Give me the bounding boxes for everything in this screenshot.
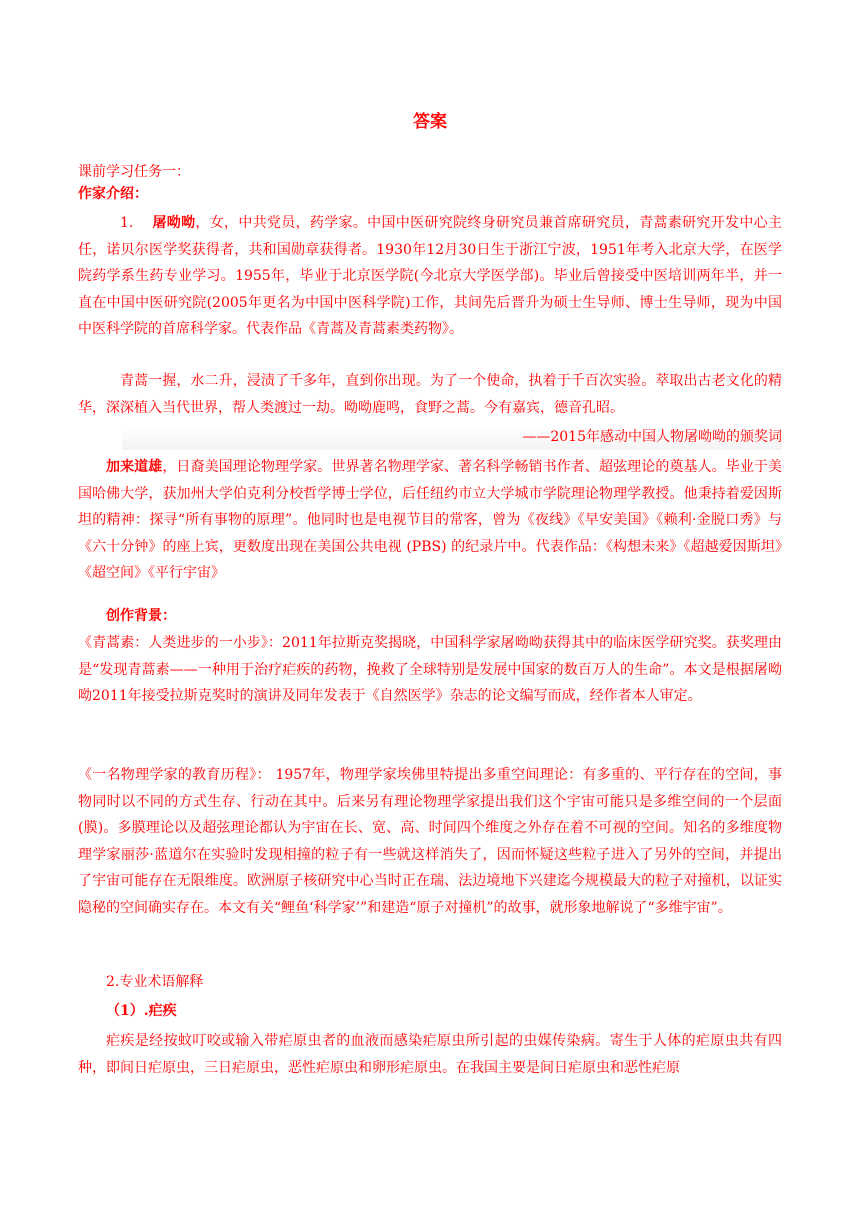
award-quote: 青蒿一握，水二升，浸渍了千多年，直到你出现。为了一个使命，执着于千百次实验。萃取出古老文化的精华，深深植入当代世界，帮人类渡过一劫。呦呦鹿鸣，食野之蒿。今有嘉宾，德音孔昭。: [78, 373, 782, 416]
kaku-paragraph: [78, 454, 782, 587]
page-title: 答案: [413, 112, 447, 132]
author-heading: 作家介绍：: [78, 186, 148, 202]
term-1-heading: （1）.疟疾: [106, 1003, 177, 1019]
award-source: ——2015年感动中国人物屠呦呦的颁奖词: [122, 424, 782, 450]
background-heading: 创作背景：: [106, 608, 176, 624]
kaku-name: 加来道雄: [106, 459, 163, 475]
tu-text: ，女，中共党员，药学家。中国中医研究院终身研究员兼首席研究员，青蒿素研究开发中心主任，诺贝尔医学奖获得者，共和国勋章获得者。1930年12月30日生于浙江宁波，1951年考入北京大学，在医学院药学系生药专业学习。1955年，毕业于北京医学院(今北京大学医学部)。毕业后曾接受中医培训两年半，并一直在中国中医研究院(2005年更名为中国中医科学院)工作，其间先后晋升为硕士生导师、博士生导师，现为中国中医科学院的首席科学家。代表作品《青蒿及青蒿素类药物》。: [78, 215, 783, 338]
tu-number: 1.: [120, 215, 134, 231]
tu-youyou-paragraph: [78, 210, 782, 343]
tu-name: 屠呦呦: [152, 215, 196, 231]
terms-heading: 2.专业术语解释: [106, 974, 204, 990]
background-paragraph-2: 《一名物理学家的教育历程》： 1957年，物理学家埃佛里特提出多重空间理论：有多重的、平行存在的空间，事物同时以不同的方式生存、行动在其中。后来另有理论物理学家提出我们这个宇宙可能只是多维空间的一个层面(膜)。多膜理论以及超弦理论都认为宇宙在长、宽、高、时间四个维度之外存在着不可视的空间。知名的多维度物理学家丽莎·蓝道尔在实验时发现相撞的粒子有一些就这样消失了，因而怀疑这些粒子进入了另外的空间，并提出了宇宙可能存在无限维度。欧洲原子核研究中心当时正在瑞、法边境地下兴建迄今规模最大的粒子对撞机，以证实隐秘的空间确实存在。本文有关“鲤鱼‘科学家’”和建造“原子对撞机”的故事，就形象地解说了“多维宇宙”。: [78, 767, 782, 916]
background-paragraph-1: 《青蒿素：人类进步的一小步》：2011年拉斯克奖揭晓，中国科学家屠呦呦获得其中的临床医学研究奖。获奖理由是“发现青蒿素——一种用于治疗疟疾的药物，挽救了全球特别是发展中国家的数百万人的生命”。本文是根据屠呦呦2011年接受拉斯克奖时的演讲及同年发表于《自然医学》杂志的论文编写而成，经作者本人审定。: [78, 635, 782, 705]
kaku-text: ，日裔美国理论物理学家。世界著名物理学家、著名科学畅销书作者、超弦理论的奠基人。毕业于美国哈佛大学，获加州大学伯克利分校哲学博士学位，后任纽约市立大学城市学院理论物理学教授。他秉持着爱因斯坦的精神：探寻“所有事物的原理”。他同时也是电视节目的常客，曾为《夜线》《早安美国》《赖利·金脱口秀》与《六十分钟》的座上宾，更数度出现在美国公共电视 (PBS) 的纪录片中。代表作品：《构想未来》《超越爱因斯坦》《超空间》《平行宇宙》: [78, 459, 783, 582]
term-1-text: 疟疾是经按蚊叮咬或输入带疟原虫者的血液而感染疟原虫所引起的虫媒传染病。寄生于人体的疟原虫共有四种，即间日疟原虫，三日疟原虫，恶性疟原虫和卵形疟原虫。在我国主要是间日疟原虫和恶性疟原: [78, 1033, 782, 1076]
task-label: 课前学习任务一：: [78, 164, 190, 180]
